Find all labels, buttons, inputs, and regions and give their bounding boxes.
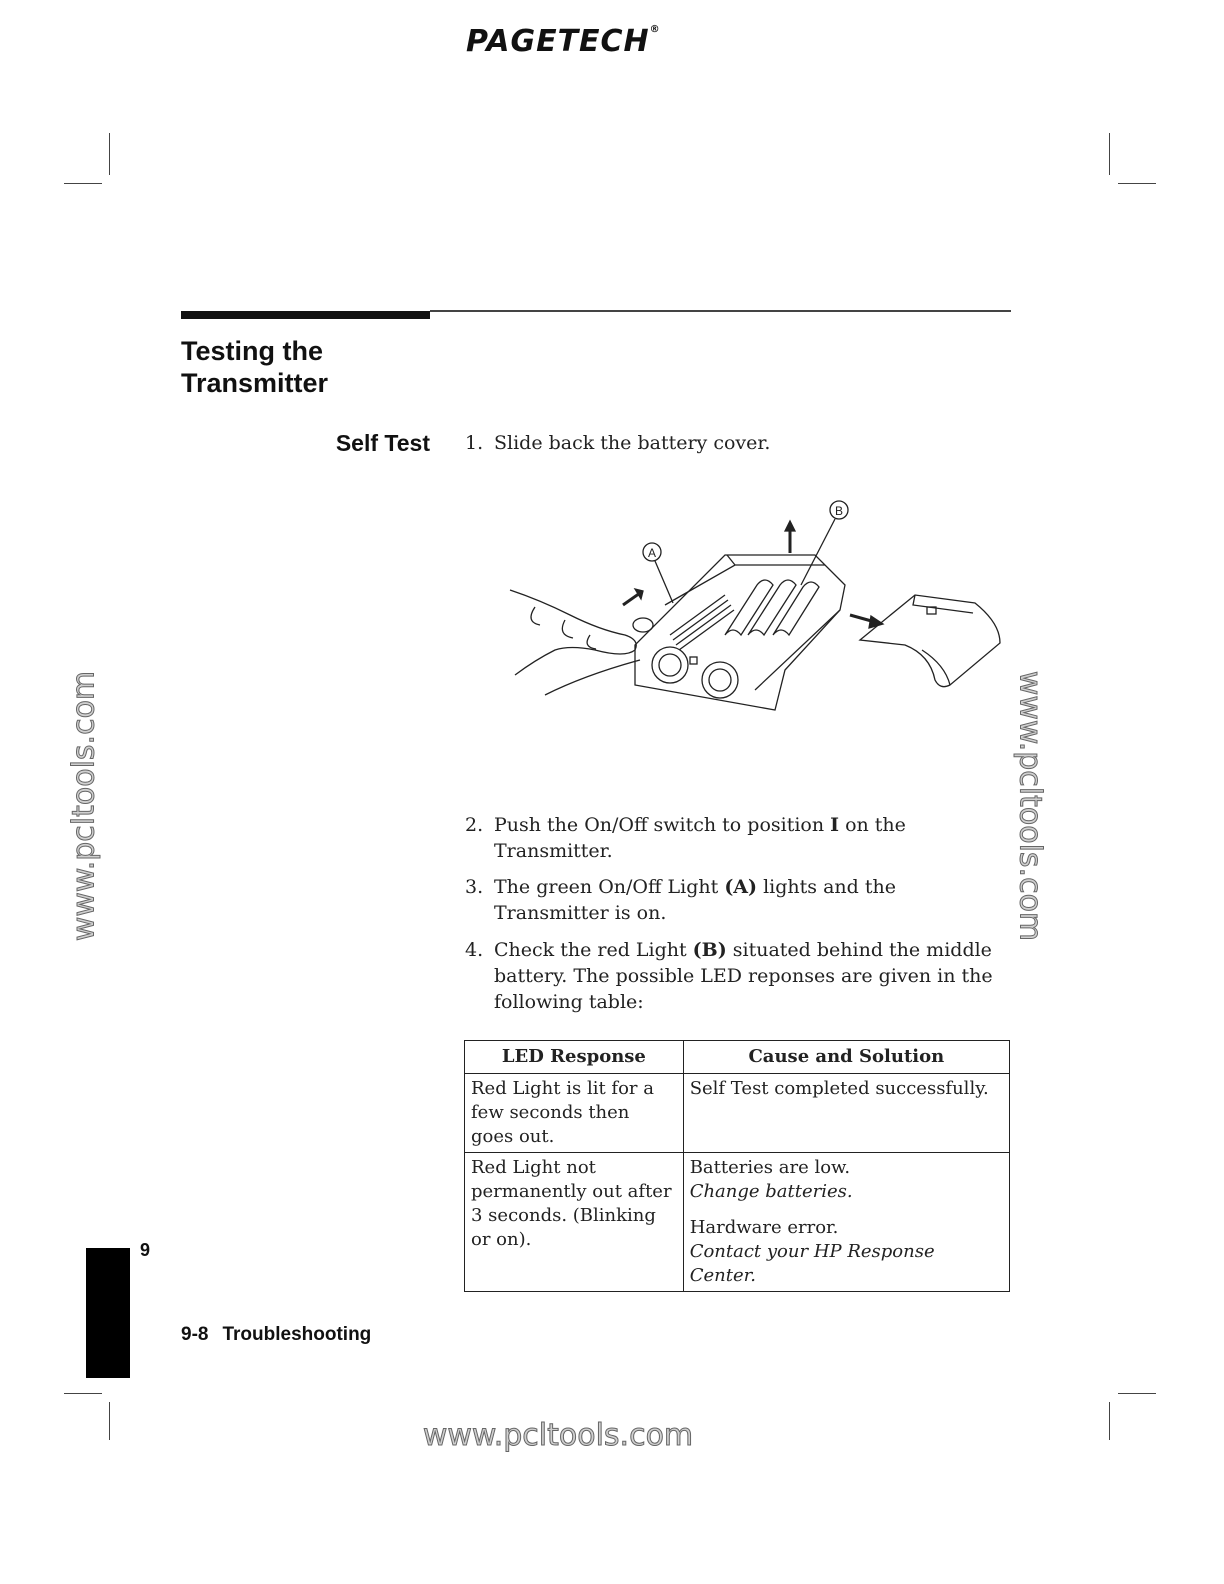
led-response-table <box>464 1040 1010 1292</box>
section-rule-thick <box>181 311 430 319</box>
step-number: 4. <box>465 939 484 961</box>
step-text-part: Check the red Light <box>494 939 693 961</box>
logo-text: PAGETECH <box>466 24 650 59</box>
step-1 <box>465 430 1005 456</box>
cause-solution-cell <box>683 1153 1009 1292</box>
step-text: Slide back the battery cover. <box>494 432 771 454</box>
watermark-left: www.pcltools.com <box>66 670 102 942</box>
step-text <box>494 812 999 864</box>
cause-text: Batteries are low. <box>689 1157 851 1178</box>
chapter-tab-number: 9 <box>140 1240 151 1260</box>
title-line-1: Testing the <box>181 336 324 366</box>
registered-mark: ® <box>649 24 661 35</box>
cause-solution-cell: Self Test completed successfully. <box>683 1074 1009 1153</box>
table-header-row <box>465 1041 1010 1074</box>
pagetech-logo <box>466 24 661 59</box>
solution-text: Contact your HP Response Center. <box>689 1241 935 1286</box>
step-2 <box>465 812 1005 864</box>
section-title <box>181 335 421 399</box>
section-rule-thin <box>430 310 1011 312</box>
step-text-part: lights and the Transmitter is on. <box>494 876 896 924</box>
callout-b-label: B <box>835 504 844 518</box>
step-text <box>494 874 999 926</box>
crop-mark <box>64 183 102 184</box>
transmitter-illustration <box>495 495 1015 735</box>
chapter-tab-block <box>86 1248 130 1378</box>
page-number: 9-8 <box>181 1324 209 1345</box>
step-text-part: on the Transmitter. <box>494 814 906 862</box>
step-text-part: The green On/Off Light <box>494 876 725 898</box>
crop-mark <box>109 133 110 175</box>
header-cause-solution: Cause and Solution <box>683 1041 1009 1074</box>
table-row <box>465 1074 1010 1153</box>
chapter-title: Troubleshooting <box>222 1324 372 1345</box>
watermark-right: www.pcltools.com <box>1012 670 1048 942</box>
page-footer <box>181 1324 371 1346</box>
crop-mark <box>1109 133 1110 175</box>
step-text-part: Push the On/Off switch to position <box>494 814 831 836</box>
light-a-ref: (A) <box>724 876 758 898</box>
led-response-cell: Red Light not permanently out after 3 seconds. (Blinking or on). <box>465 1153 684 1292</box>
crop-mark <box>1118 1393 1156 1394</box>
cause-text: Hardware error. <box>689 1217 839 1238</box>
header-led-response: LED Response <box>465 1041 684 1074</box>
solution-text: Change batteries. <box>689 1181 853 1202</box>
step-number: 1. <box>465 432 484 454</box>
crop-mark <box>1118 183 1156 184</box>
subsection-title: Self Test <box>335 430 430 456</box>
light-b-ref: (B) <box>692 939 727 961</box>
step-3 <box>465 874 1005 926</box>
switch-position: I <box>830 814 840 836</box>
step-4 <box>465 937 1005 1015</box>
table-row <box>465 1153 1010 1292</box>
step-text-part: situated behind the middle battery. The possible LED reponses are given in the following table: <box>494 939 993 1013</box>
crop-mark <box>64 1393 102 1394</box>
step-number: 2. <box>465 814 484 836</box>
callout-a-label: A <box>648 546 657 560</box>
step-text <box>494 937 999 1015</box>
step-number: 3. <box>465 876 484 898</box>
watermark-bottom: www.pcltools.com <box>422 1418 694 1453</box>
title-line-2: Transmitter <box>181 368 329 398</box>
led-response-cell: Red Light is lit for a few seconds then goes out. <box>465 1074 684 1153</box>
